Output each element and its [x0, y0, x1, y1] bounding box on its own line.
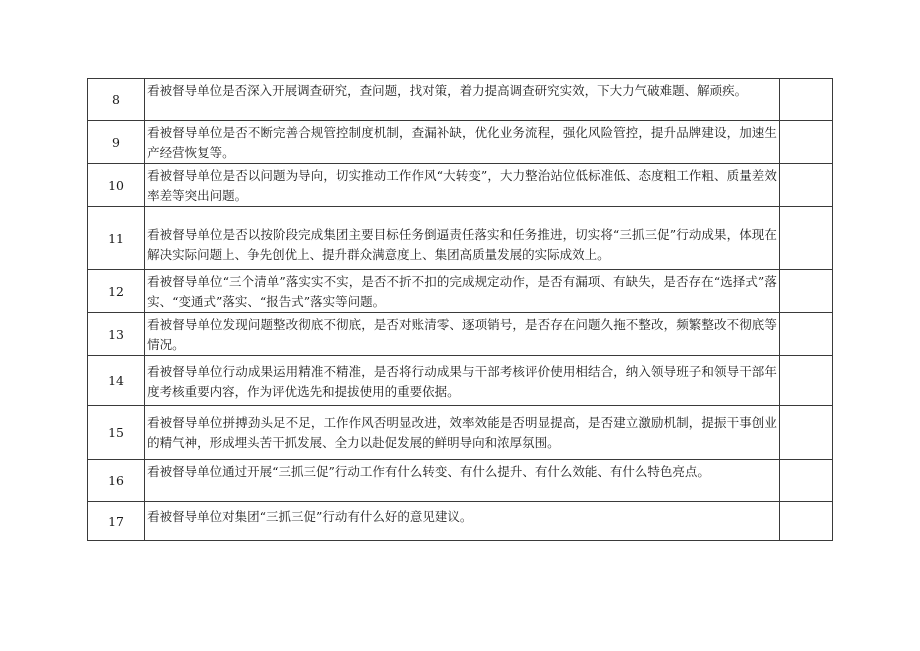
row-number: 8 [88, 79, 145, 121]
row-number: 14 [88, 356, 145, 406]
supervision-checklist-table [87, 78, 833, 541]
table-row [88, 356, 833, 406]
blank-cell [779, 164, 832, 207]
blank-cell [779, 270, 832, 313]
blank-cell [779, 356, 832, 406]
row-number: 9 [88, 121, 145, 164]
blank-cell [779, 406, 832, 460]
table-row [88, 164, 833, 207]
row-number: 10 [88, 164, 145, 207]
table-row [88, 270, 833, 313]
row-number: 11 [88, 207, 145, 270]
check-item-text: 看被督导单位通过开展“三抓三促”行动工作有什么转变、有什么提升、有什么效能、有什么特色亮点。 [145, 460, 780, 502]
table-row [88, 207, 833, 270]
table-row [88, 79, 833, 121]
check-item-text: 看被督导单位行动成果运用精准不精准，是否将行动成果与干部考核评价使用相结合，纳入领导班子和领导干部年度考核重要内容，作为评优选先和提拔使用的重要依据。 [145, 356, 780, 406]
table-row [88, 502, 833, 541]
table-row [88, 406, 833, 460]
blank-cell [779, 502, 832, 541]
row-number: 13 [88, 313, 145, 356]
row-number: 16 [88, 460, 145, 502]
blank-cell [779, 121, 832, 164]
check-item-text: 看被督导单位对集团“三抓三促”行动有什么好的意见建议。 [145, 502, 780, 541]
table-row [88, 121, 833, 164]
table-row [88, 460, 833, 502]
check-item-text: 看被督导单位是否以问题为导向，切实推动工作作风“大转变”，大力整治站位低标准低、态度粗工作粗、质量差效率差等突出问题。 [145, 164, 780, 207]
check-item-text: 看被督导单位拼搏劲头足不足，工作作风否明显改进，效率效能是否明显提高，是否建立激励机制，提振干事创业的精气神，形成埋头苦干抓发展、全力以赴促发展的鲜明导向和浓厚氛围。 [145, 406, 780, 460]
check-item-text: 看被督导单位发现问题整改彻底不彻底，是否对账清零、逐项销号，是否存在问题久拖不整改，频繁整改不彻底等情况。 [145, 313, 780, 356]
blank-cell [779, 313, 832, 356]
blank-cell [779, 79, 832, 121]
check-item-text: 看被督导单位“三个清单”落实实不实，是否不折不扣的完成规定动作，是否有漏项、有缺失，是否存在“选择式”落实、“变通式”落实、“报告式”落实等问题。 [145, 270, 780, 313]
row-number: 17 [88, 502, 145, 541]
check-item-text: 看被督导单位是否以按阶段完成集团主要目标任务倒逼责任落实和任务推进，切实将“三抓三促”行动成果，体现在解决实际问题上、争先创优上、提升群众满意度上、集团高质量发展的实际成效上。 [145, 207, 780, 270]
row-number: 15 [88, 406, 145, 460]
check-item-text: 看被督导单位是否深入开展调查研究，查问题，找对策，着力提高调查研究实效，下大力气破难题、解顽疾。 [145, 79, 780, 121]
blank-cell [779, 207, 832, 270]
table-row [88, 313, 833, 356]
blank-cell [779, 460, 832, 502]
check-item-text: 看被督导单位是否不断完善合规管控制度机制，查漏补缺，优化业务流程，强化风险管控，提升品牌建设，加速生产经营恢复等。 [145, 121, 780, 164]
row-number: 12 [88, 270, 145, 313]
